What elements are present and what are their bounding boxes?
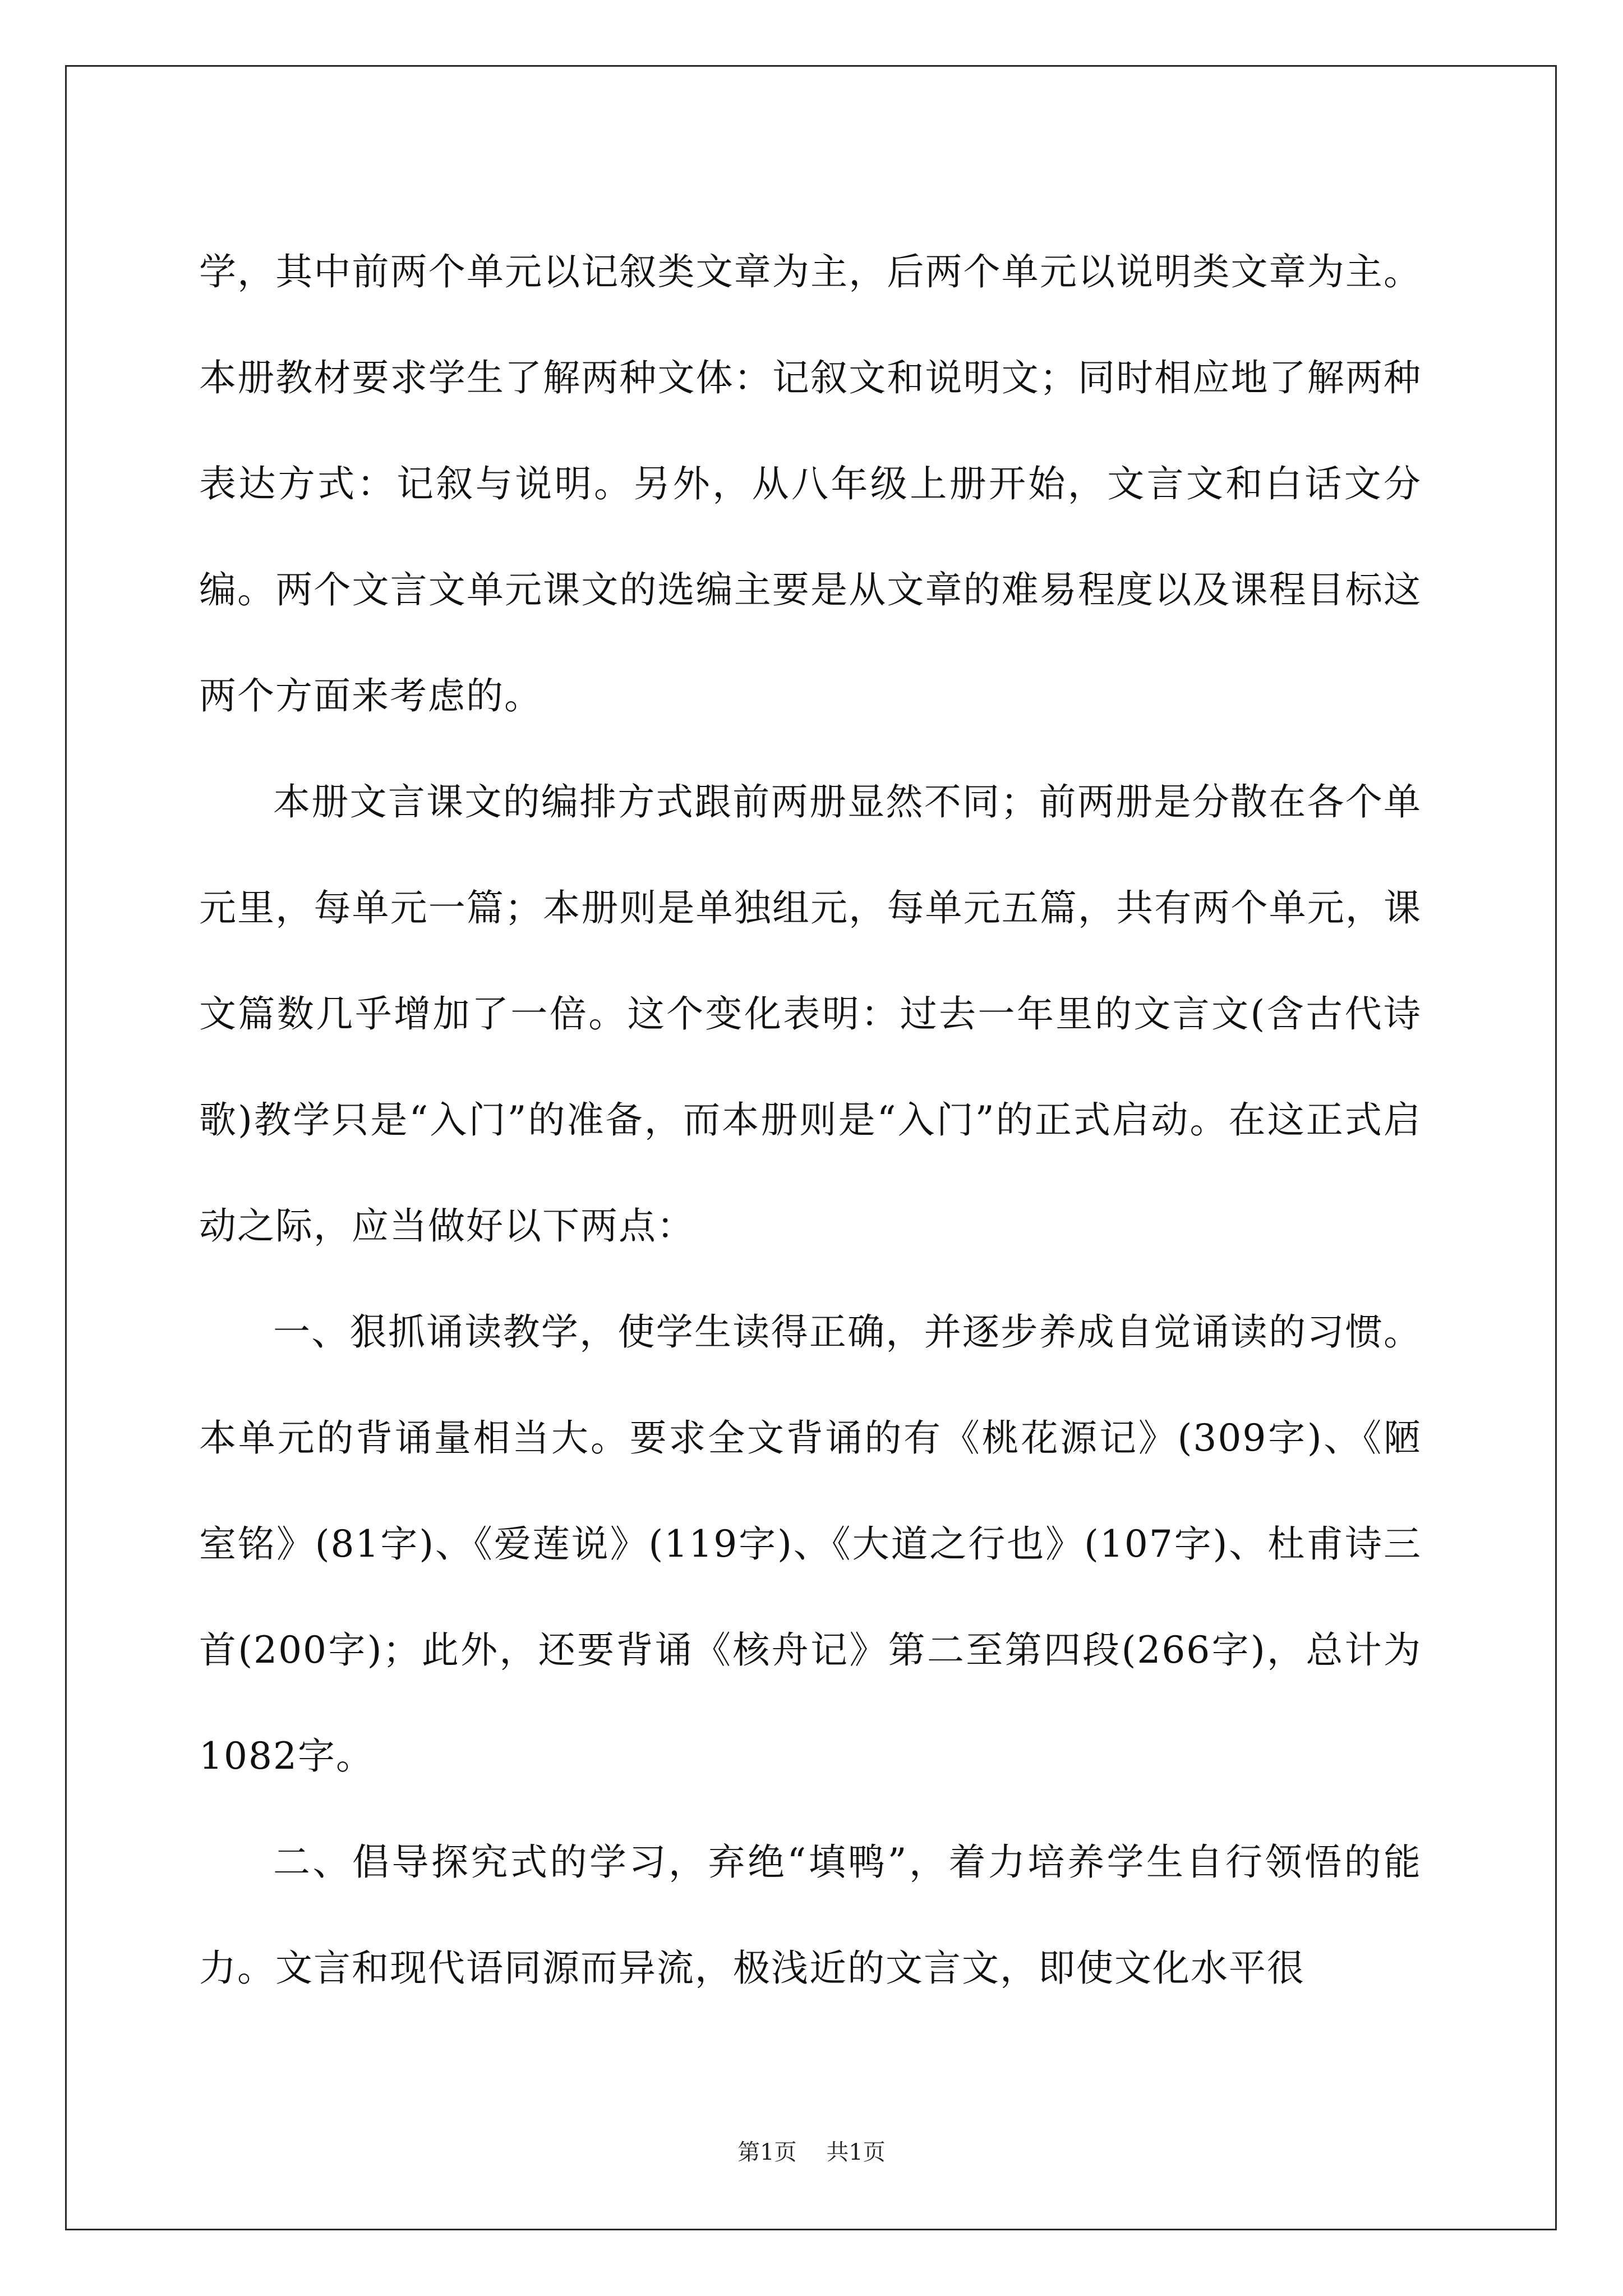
paragraph-1: 学，其中前两个单元以记叙类文章为主，后两个单元以说明类文章为主。本册教材要求学生了解两种文体：记叙文和说明文；同时相应地了解两种表达方式：记叙与说明。另外，从八年级上册开始，文言文和白话文分编。两个文言文单元课文的选编主要是从文章的难易程度以及课程目标这两个方面来考虑的。 (199, 250, 1422, 717)
page-number-total: 共1页 (826, 2139, 886, 2165)
paragraph-2: 本册文言课文的编排方式跟前两册显然不同；前两册是分散在各个单元里，每单元一篇；本册则是单独组元，每单元五篇，共有两个单元，课文篇数几乎增加了一倍。这个变化表明：过去一年里的文言文(含古代诗歌)教学只是“入门”的准备，而本册则是“入门”的正式启动。在这正式启动之际，应当做好以下两点： (199, 780, 1422, 1248)
document-body (199, 219, 1422, 2021)
paragraph-4: 二、倡导探究式的学习，弃绝“填鸭”，着力培养学生自行领悟的能力。文言和现代语同源而异流，极浅近的文言文，即使文化水平很 (199, 1841, 1422, 1990)
page-number-current: 第1页 (737, 2139, 797, 2165)
paragraph-3: 一、狠抓诵读教学，使学生读得正确，并逐步养成自觉诵读的习惯。本单元的背诵量相当大。要求全文背诵的有《桃花源记》(309字)、《陋室铭》(81字)、《爱莲说》(119字)、《大道之行也》(107字)、杜甫诗三首(200字)；此外，还要背诵《核舟记》第二至第四段(266字)，总计为1082字。 (199, 1310, 1422, 1778)
page-footer (0, 2134, 1623, 2166)
